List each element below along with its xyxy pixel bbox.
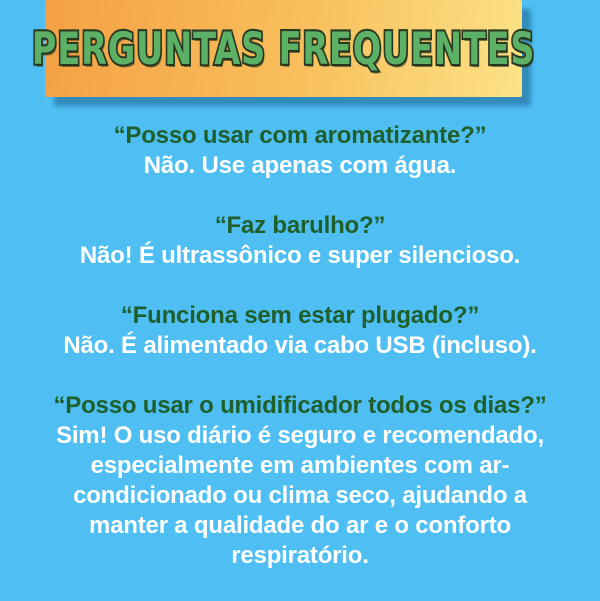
faq-question: “Posso usar o umidificador todos os dias?”: [53, 392, 547, 419]
faq-item: [0, 391, 600, 571]
page-title: PERGUNTAS FREQUENTES: [31, 22, 536, 74]
faq-answer-line: condicionado ou clima seco, ajudando a: [73, 482, 527, 509]
faq-answer-line: Não. Use apenas com água.: [143, 152, 457, 179]
faq-question: “Faz barulho?”: [214, 212, 386, 239]
faq-item: [0, 301, 600, 361]
faq-answer-line: especialmente em ambientes com ar-: [90, 452, 510, 479]
faq-answer-line: respiratório.: [231, 542, 369, 569]
faq-list: [0, 121, 600, 601]
faq-answer-line: manter a qualidade do ar e o conforto: [89, 512, 511, 539]
faq-item: [0, 211, 600, 271]
faq-answer-line: Não! É ultrassônico e super silencioso.: [79, 242, 521, 269]
faq-item: [0, 121, 600, 181]
title-banner: [31, 0, 536, 97]
faq-answer-line: Não. É alimentado via cabo USB (incluso).: [63, 332, 537, 359]
faq-answer-line: Sim! O uso diário é seguro e recomendado,: [56, 422, 544, 449]
faq-question: “Posso usar com aromatizante?”: [113, 122, 487, 149]
faq-question: “Funciona sem estar plugado?”: [120, 302, 480, 329]
